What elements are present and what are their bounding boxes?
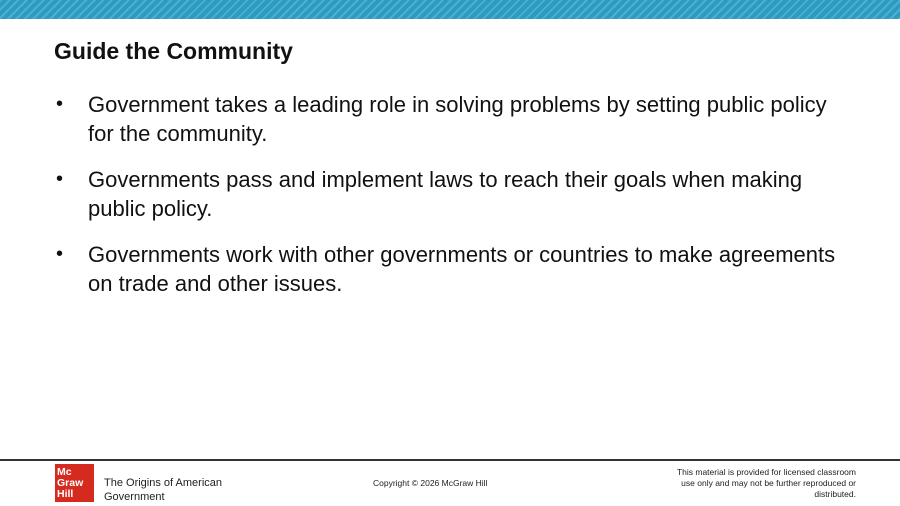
slide-title: Guide the Community (54, 38, 293, 64)
top-accent-band (0, 0, 900, 19)
bullet-text: Governments pass and implement laws to reach their goals when making public policy. (88, 167, 803, 221)
bullet-text: Government takes a leading role in solving problems by setting public policy for the community. (88, 92, 827, 146)
footer-divider (0, 459, 900, 461)
license-notice: This material is provided for licensed classroom use only and may not be further reproduced or distributed. (676, 467, 856, 499)
bullet-dot: • (56, 93, 64, 115)
bullet-text: Governments work with other governments or countries to make agreements on trade and other issues. (88, 242, 836, 296)
mcgraw-hill-logo (55, 464, 94, 502)
logo-line: Hill (57, 487, 74, 500)
logo-line: Graw (57, 476, 84, 489)
copyright-text: Copyright © 2026 McGraw Hill (373, 478, 488, 488)
bullet-item (56, 165, 856, 223)
bullet-item (56, 90, 856, 148)
bullet-dot: • (56, 243, 64, 265)
course-title: The Origins of American Government (104, 477, 222, 503)
logo-line: Mc (57, 465, 72, 478)
bullet-list (56, 90, 856, 315)
bullet-item (56, 240, 856, 298)
bullet-dot: • (56, 168, 64, 190)
